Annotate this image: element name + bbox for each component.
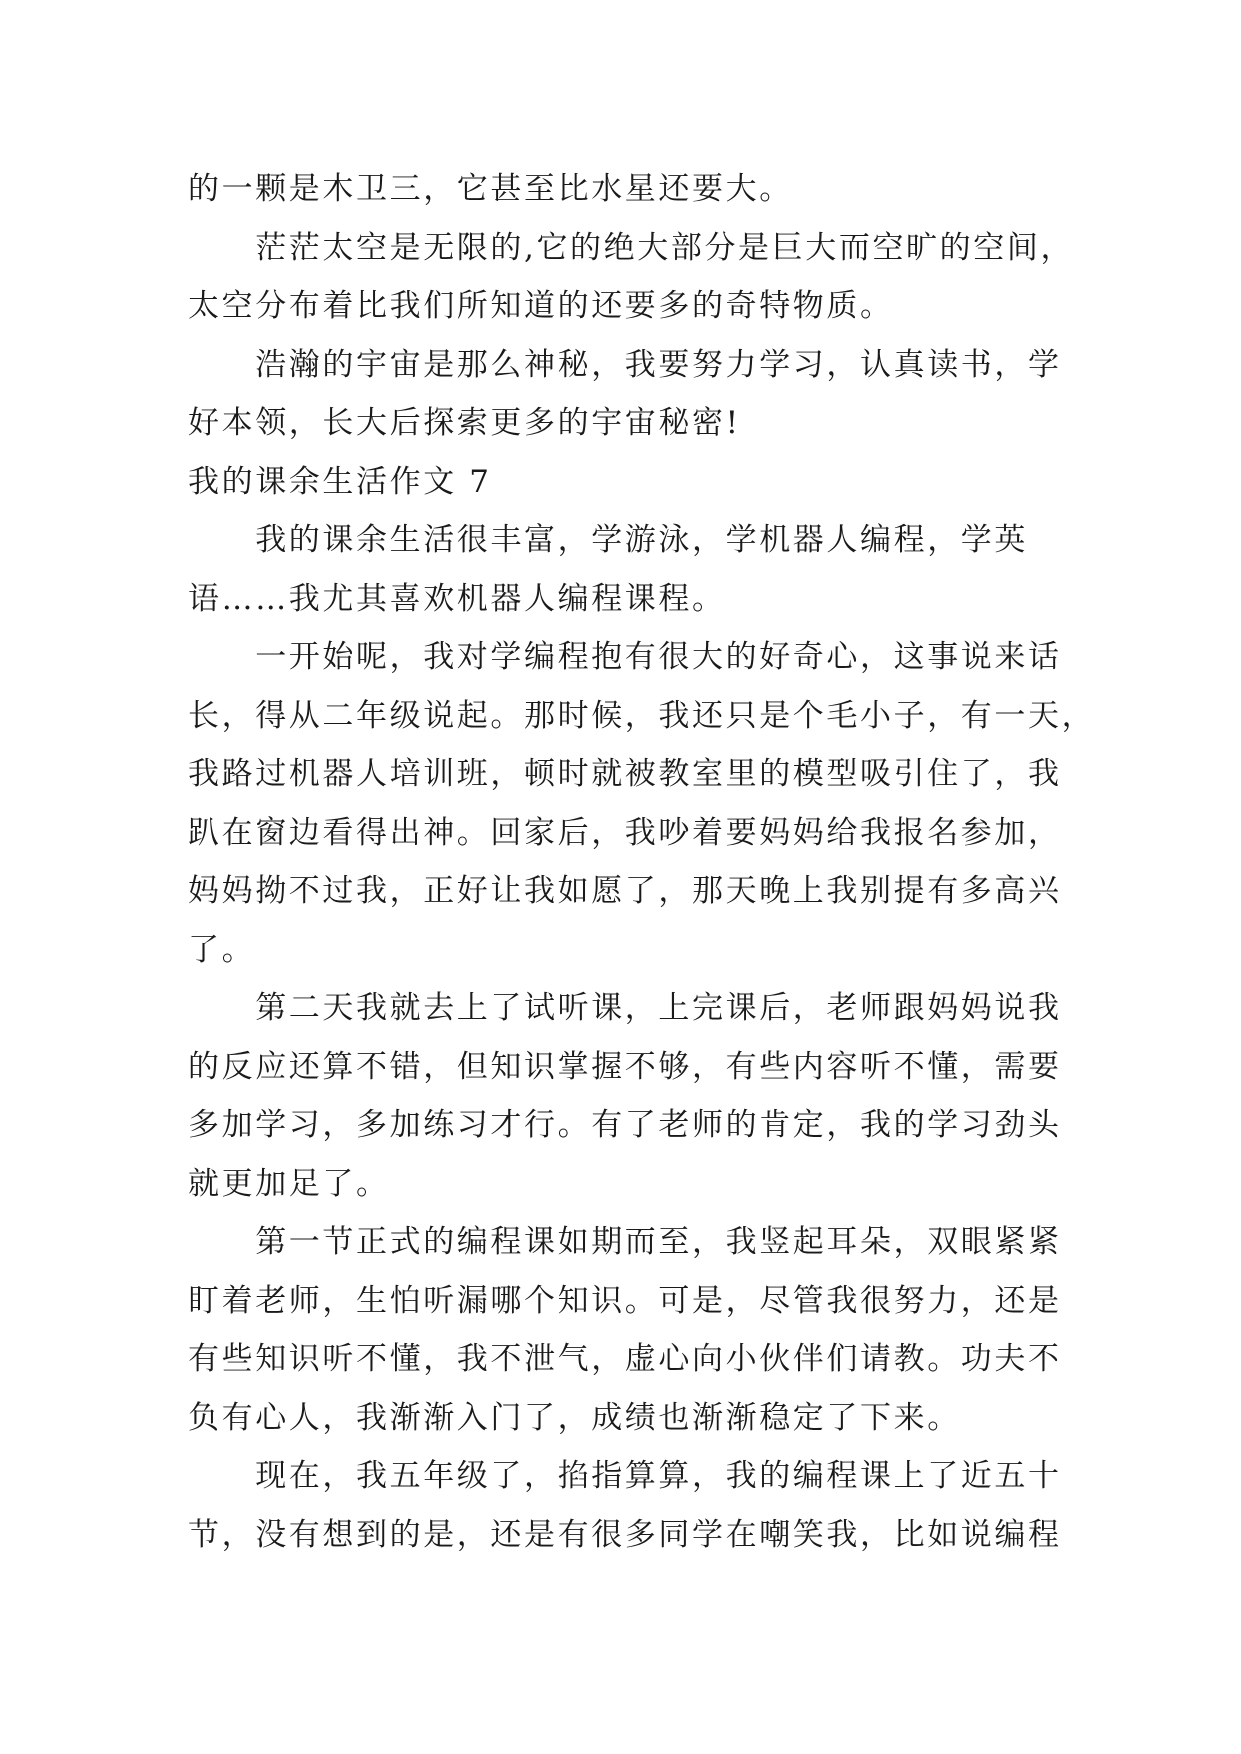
text-line: 节，没有想到的是，还是有很多同学在嘲笑我，比如说编程 <box>188 1516 1062 1553</box>
text-line: 的一颗是木卫三，它甚至比水星还要大。 <box>188 171 793 207</box>
text-line: 语……我尤其喜欢机器人编程课程。 <box>188 580 726 617</box>
document-body <box>188 160 1096 1564</box>
text-line: 太空分布着比我们所知道的还要多的奇特物质。 <box>188 288 894 324</box>
text-line: 一开始呢，我对学编程抱有很大的好奇心，这事说来话 <box>188 639 1062 675</box>
text-line: 妈妈拗不过我，正好让我如愿了，那天晚上我别提有多高兴 <box>188 873 1062 909</box>
text-line: 的反应还算不错，但知识掌握不够，有些内容听不懂，需要 <box>188 1048 1062 1085</box>
text-line: 茫茫太空是无限的,它的绝大部分是巨大而空旷的空间， <box>188 229 1075 266</box>
text-line: 盯着老师，生怕听漏哪个知识。可是，尽管我很努力，还是 <box>188 1282 1062 1319</box>
text-line: 多加学习，多加练习才行。有了老师的肯定，我的学习劲头 <box>188 1107 1062 1143</box>
text-line: 有些知识听不懂，我不泄气，虚心向小伙伴们请教。功夫不 <box>188 1341 1062 1377</box>
text-line: 了。 <box>188 931 256 968</box>
text-line: 浩瀚的宇宙是那么神秘，我要努力学习，认真读书，学 <box>188 346 1062 383</box>
text-line: 就更加足了。 <box>188 1165 390 1202</box>
text-line: 第二天我就去上了试听课，上完课后，老师跟妈妈说我 <box>188 990 1062 1026</box>
text-line: 负有心人，我渐渐入门了，成绩也渐渐稳定了下来。 <box>188 1399 961 1436</box>
text-line: 趴在窗边看得出神。回家后，我吵着要妈妈给我报名参加， <box>188 814 1062 851</box>
text-line: 第一节正式的编程课如期而至，我竖起耳朵，双眼紧紧 <box>188 1224 1062 1260</box>
section-heading: 我的课余生活作文 7 <box>188 463 492 500</box>
text-line: 我的课余生活很丰富，学游泳，学机器人编程，学英 <box>188 522 1028 558</box>
text-line: 好本领，长大后探索更多的宇宙秘密! <box>188 405 741 441</box>
text-line: 现在，我五年级了，掐指算算，我的编程课上了近五十 <box>188 1458 1062 1494</box>
text-line: 长，得从二年级说起。那时候，我还只是个毛小子，有一天， <box>188 697 1096 734</box>
text-line: 我路过机器人培训班，顿时就被教室里的模型吸引住了，我 <box>188 756 1062 792</box>
